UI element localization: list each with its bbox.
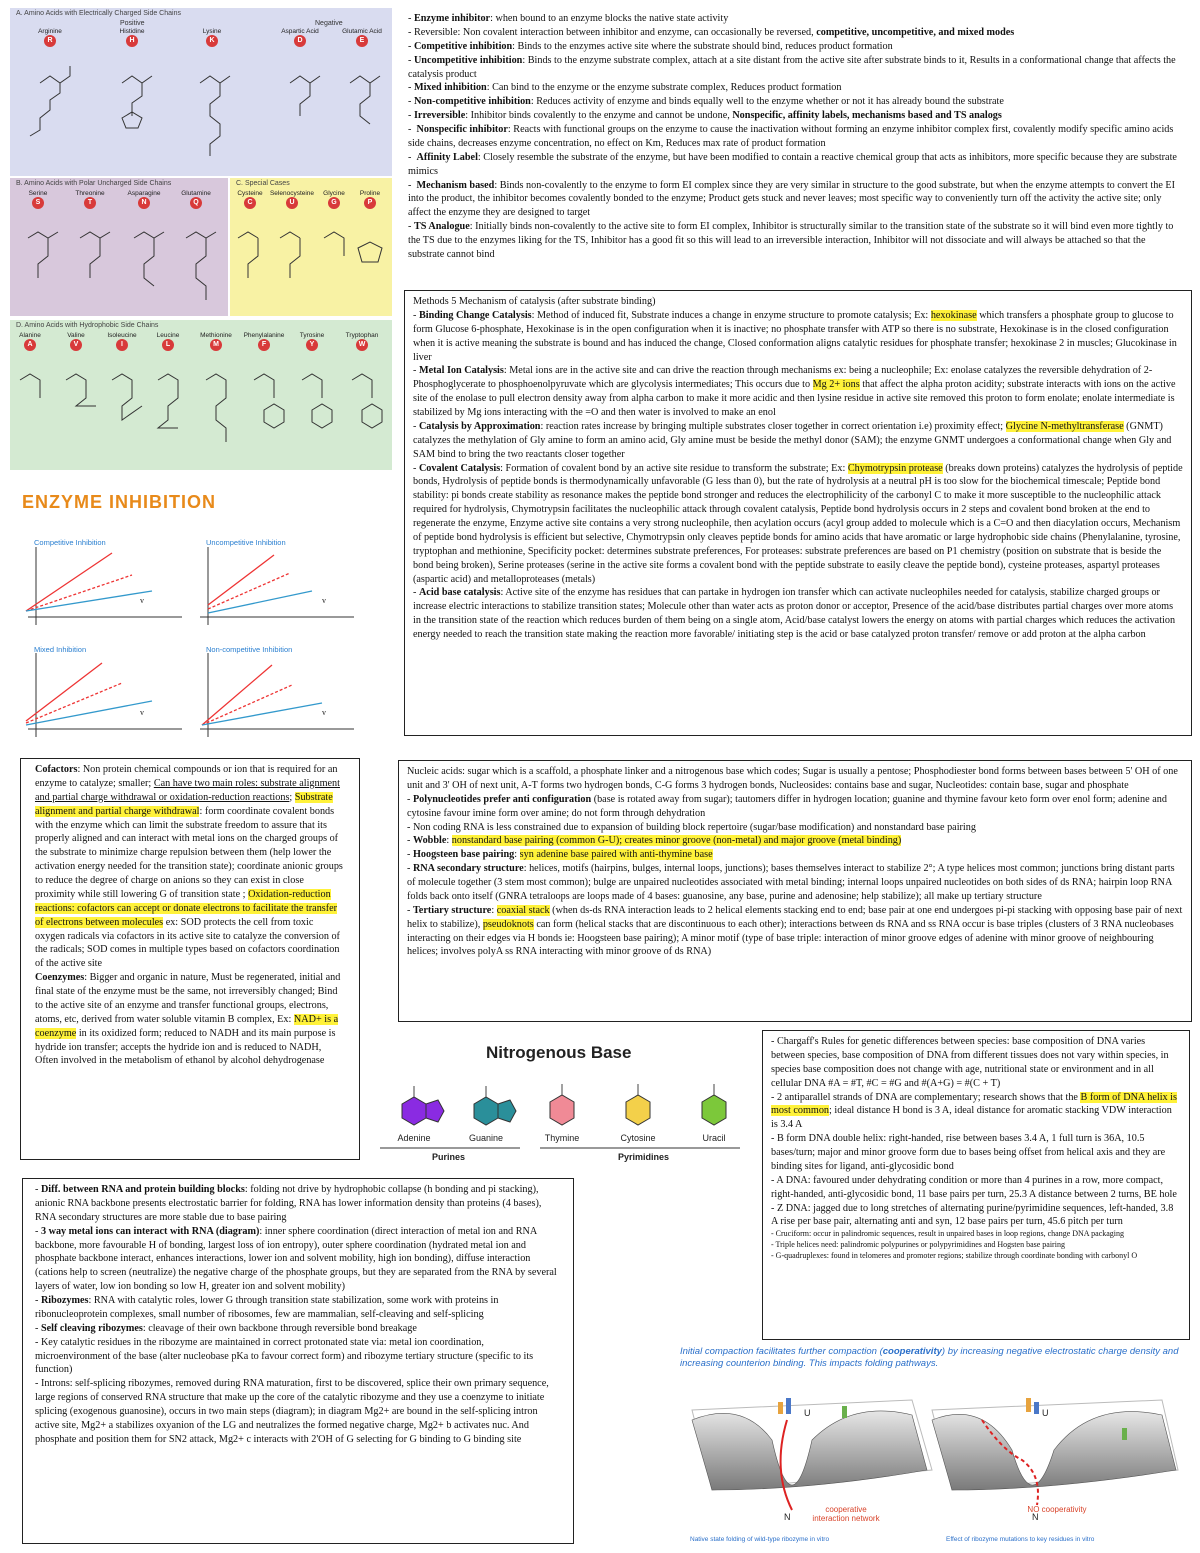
folding-caption: Initial compaction facilitates further compaction (cooperativity) by increasing negative electrostatic charge density and increasing counterion binding. This impacts folding pathways.: [680, 1346, 1179, 1370]
nitrogenous-base-title: Nitrogenous Base: [486, 1043, 632, 1062]
base-thymine: Thymine: [544, 1133, 580, 1143]
svg-text:v: v: [140, 596, 144, 605]
aa-cysteine: Cysteine C: [230, 190, 276, 209]
catalysis-mechanism-notes: Methods 5 Mechanism of catalysis (after substrate binding) - Binding Change Catalysis: Method of induced fit, Substrate induces a change in enzyme structure to promote catalysis; Ex: hexokinase which transfers a phosphate group to glucose to form Glucose 6-phosphate, Hexokinase is in the open configuration when it is inactive; no phosphate transfer with ATP so there is no substrate, Hexokinase is in the closed configuration when it is active meaning the substrate is bound and has induced the change, Closed conformation aligns catalytic residues for phosphate transfer; hexokinase 2 in muscles; Glucokinase in liver - Metal Ion Catalysis: Metal ions are in the active site and can drive the reaction through mechanisms ex: being a nucleophile; Ex: enolase catalyzes the reversible dehydration of 2-Phosphoglycerate to phosphoenolpyruvate which are glycolysis intermediates; This occurs due to Mg 2+ ions that affect the alpha proton acidity; substrate interacts with ions on the active site of the enolase to pull electron density away from alpha carbon to make it more acidic and then lysine residue in active site removed this proton to form enolate; enolate intermediate is stabilized by Mg ions interacting with the =O and then water is involved to make an enol - Catalysis by Approximation: reaction rates increase by bringing multiple substrates closer together in correct orientation i.e) proximity effect; Glycine N-methyltransferase (GNMT) catalyzes the methylation of Gly amine to form an amino acid, Gly amine must be beside the methyl donor (SAM); the enzyme GNMT undergoes a conformational change when Gly and SAM bind to bring the two reactants closer together - Covalent Catalysis: Formation of covalent bond by an active site residue to transform the substrate; Ex: Chymotrypsin protease (breaks down proteins) catalyzes the hydrolysis of peptide bonds, Hydrolysis of peptide bonds is thermodynamically unfavorable (G less than 0), but the rate of hydrolysis at a neutral pH is too slow for the biochemical timescale; Peptide bond stability: pi bonds create stability as resonance makes the peptide bond stronger and reduces the electrophilicity of the carbonyl C to make it more susceptible to the nucleophilic attack required for hydrolysis, Chymotrypsin facilitates the nucleophilic attack through covalent catalysis, Peptide bond hydrolysis occurs in 2 steps and covalent bond broken at the end to regenerate the enzyme, Enzyme active site contains a very strong nucleophile, then acylation occurs (acyl group added to molecule which is a C=O and then diacylation occurs, Mechanism of peptide bond hydrolysis is efficient but selective, Chymotrypsin only cleaves peptide bonds for amino acids that have aromatic or large hydrophobic side chains (Phenylalanine, tyrosine, tryptophan and methionine, Specificity pocket: determines substrate preferences, For proteases: substrate preferences are based on P1 chemistry (position on substrate that is beside the bond being broken), Serine proteases (serine in the active site forms a covalent bond with the peptide substrate to easily cleave the peptide bond), cysteine proteases, aspartyl proteases (aspartic acid) and metalloproteases (metals) - Acid base catalysis: Active site of the enzyme has residues that can partake in hydrogen ion transfer which can activate nucleophiles needed for catalysis, stabilize charged groups or increase electric interactions to stabilize transition states; Molecule other than water acts as proton donor or acceptor, Presence of the acid/base distributes partial charges over more atoms in the transition state of the reaction which reduces burden of them being on a single atom, Acid/base catalyst lowers the energy on atoms with partial charges which reduces the activation energy needed to reach the transition state making the reaction more favorable/ initiating step is the acid or base catalyzed proton transfer/ remove or add proton at the alpha carbon: [404, 290, 1192, 736]
svg-text:v: v: [322, 596, 326, 605]
aa-serine: Serine S: [12, 190, 64, 209]
aa-glutamine: Glutamine Q: [170, 190, 222, 209]
pyrimidines-label: Pyrimidines: [618, 1152, 670, 1162]
panel-title: C. Special Cases: [236, 180, 290, 187]
aa-isoleucine: Isoleucine I: [96, 332, 148, 351]
aa-glutamic-acid: Glutamic Acid E: [336, 28, 388, 47]
svg-text:v: v: [140, 708, 144, 717]
group-negative: Negative: [315, 20, 343, 27]
aa-valine: Valine V: [50, 332, 102, 351]
aa-asparagine: Asparagine N: [118, 190, 170, 209]
plot-label-uncompetitive: Uncompetitive Inhibition: [206, 538, 286, 547]
aa-histidine: Histidine H: [106, 28, 158, 47]
plot-label-noncompetitive: Non-competitive Inhibition: [206, 645, 293, 654]
polar-structures: [10, 178, 228, 316]
native-mark-left: N: [784, 1512, 791, 1522]
aa-threonine: Threonine T: [64, 190, 116, 209]
aa-alanine: Alanine A: [10, 332, 56, 351]
cooperative-label: cooperative interaction network: [812, 1505, 880, 1524]
dna-structure-notes: - Chargaff's Rules for genetic differences between species: base composition of DNA varies between species, base composition of DNA from different tissues does not vary within species, in species base composition does not change with age, nutritional state or environment and in all cellular DNA #A = #T, #C = #G and #(A+G) = #(C + T) - 2 antiparallel strands of DNA are complementary; research shows that the B form of DNA helix is most common; ideal distance H bond is 3 A, ideal distance for aromatic stacking VDW interaction is 3.4 A - B form DNA double helix: right-handed, rise between bases 3.4 A, 1 full turn is 36A, 10.5 bases/turn; major and minor groove form due to bases being offset from helical axis and they are binding sites for ligand, anti-glycosidic bond - A DNA: favoured under dehydrating condition or more than 4 purines in a row, more compact, right-handed, anti-glycosidic bond, 11 base pairs per turn, 25.3 A distance between 2 turns, BE hole - Z DNA: jagged due to long stretches of alternating purine/pyrimidine sequences, left-handed, 3.8 A rise per base pair, alternating anti and syn, 12 base pairs per turn, 45.6 pitch per turn - Cruciform: occur in palindromic sequences, result in unpaired bases in loop regions, change DNA packaging - Triple helices need: palindromic polypurines or polypyrimidines and Hogsten base pairing - G-quadruplexes: found in telomeres and promoter regions; stabilize through coordinate bonding with carbonyl O: [762, 1030, 1190, 1340]
amino-acid-special-panel: [230, 178, 392, 316]
base-adenine: Adenine: [397, 1133, 431, 1143]
plot-label-competitive: Competitive Inhibition: [34, 538, 106, 547]
nucleic-acid-notes: Nucleic acids: sugar which is a scaffold, a phosphate linker and a nitrogenous base which codes; Sugar is usually a pentose; Phosphodiester bond forms between bases between 5' OH of one unit and 3' OH of next unit, A-T forms two hydrogen bonds, C-G forms 3 hydrogen bonds, Nucleosides: contains base and sugar, Nucleotides: contain base, sugar and phosphate - Polynucleotides prefer anti configuration (base is rotated away from sugar); tautomers differ in hydrogen location; guanine and thymine favour keto form over enol form; adenine and cytosine favour imine form over amine; do not form through dehydration - Non coding RNA is less constrained due to expansion of building block repertoire (sugar/base modification) and nonstandard base pairing - Wobble: nonstandard base pairing (common G-U); creates minor groove (non-metal) and major groove (metal binding) - Hoogsteen base pairing: syn adenine base paired with anti-thymine base - RNA secondary structure: helices, motifs (hairpins, bulges, internal loops, junctions); bases themselves interact to stabilize 2°; A type helices most common; junctions bring distant parts of molecule together (3 stem most common); bulge are unpaired nucleotides associated with metal binding; internal loops unpaired nucleotides on both sides of ds RNA; hairpin loop RNA folds back onto itself (GNRA tetraloops are loops made of 4 bases: guanosine, any base, purine and adenosine; help stabilize); all make up tertiary structure - Tertiary structure: coaxial stack (when ds-ds RNA interaction leads to 2 helical elements stacking end to end; base pair at one end undergoes pi-pi stacking with opposing base pair of next helix to stabilize), pseudoknots can form (helical stacks that are discontinuous to each other); interactions between ds RNA and ss RNA occur is base triples (clusters of 3 RNA nucleobases interacting on their edges via H bonds ie: Hoogsteen base pairing); A minor motif (type of base triple: interaction of minor groove edges of adenine with minor groove of neighbouring helices; involves polyA ss RNA interacting with minor groove of ds RNA): [398, 760, 1192, 1022]
amino-acid-polar-panel: [10, 178, 228, 316]
base-uracil: Uracil: [702, 1133, 726, 1143]
aa-aspartic-acid: Aspartic Acid D: [274, 28, 326, 47]
aa-glycine: Glycine G: [308, 190, 360, 209]
native-mark-right: N: [1032, 1512, 1039, 1522]
aa-selenocysteine: Selenocysteine U: [266, 190, 318, 209]
rna-folding-notes: - Diff. between RNA and protein building blocks: folding not drive by hydrophobic collapse (h bonding and pi stacking), anionic RNA backbone presents electrostatic barrier for folding, RNA has lower information density than proteins (4 bases), RNA secondary structures are more stable due to base pairing - 3 way metal ions can interact with RNA (diagram): inner sphere coordination (direct interaction of metal ion and RNA backbone, more favourable H of bonding, largest loss of ion entropy), outer sphere coordination (hydrated metal ion and phosphate backbone interact, enhances interactions, lower ion and solvent mobility, high ion bonding), diffuse interaction (cations help to screen (neutralize) the negative charge of the phosphate groups, but they are separated from the RNA by several layers of water, low ion bonding so low H, greater ion and solvent mobility) - Ribozymes: RNA with catalytic roles, lower G through transition state stabilization, some work with proteins in ribonucleoprotein complexes, small number of ribosomes, few are mammalian, self-cleaving and self-splicing - Self cleaving ribozymes: cleavage of their own backbone through reversible bond breakage - Key catalytic residues in the ribozyme are maintained in correct protonated state via: metal ion coordination, microenvironment of the base (alter nucleobase pKa to favour correct form) and ribozyme tertiary structure (specific to its function) - Introns: self-splicing ribozymes, removed during RNA maturation, first to be discovered, splice their own primary sequence, large regions of conserved RNA structure that make up the core of the catalytic ribozyme and they use a coenzyme to initiate splicing (exogenous guanosine), occurs in two main steps (diagram); in diagram Mg2+ are bound in the self-splicing intron active site, Mg2+ a stabilizes oxyanion of the LG and neutralizes the formed negative charge, Mg2+ b activates nuc. And phosphate and position them for SN2 attack, Mg2+ c interacts with 2'OH of G selecting for G binding to G binding site: [22, 1178, 574, 1544]
panel-title: B. Amino Acids with Polar Uncharged Side Chains: [16, 180, 172, 187]
amino-acid-charged-panel: [10, 8, 392, 176]
aa-tryptophan: Tryptophan W: [336, 332, 388, 351]
aa-lysine: Lysine K: [186, 28, 238, 47]
enzyme-inhibitor-notes: - Enzyme inhibitor: when bound to an enzyme blocks the native state activity - Reversible: Non covalent interaction between inhibitor and enzyme, can occasionally be reversed, competitive, uncompetitive, and mixed modes - Competitive inhibition: Binds to the enzymes active site where the substrate should bind, reduces product formation - Uncompetitive inhibition: Binds to the enzyme substrate complex, attach at a site distant from the active site after substrate binds to it, Results in a conformational change that affects the catalysis product - Mixed inhibition: Can bind to the enzyme or the enzyme substrate complex, Reduces product formation - Non-competitive inhibition: Reduces activity of enzyme and binds equally well to the enzyme whether or not it has already bound the substrate - Irreversible: Inhibitor binds covalently to the enzyme and cannot be undone, Nonspecific, affinity labels, mechanisms based and TS analogs - Nonspecific inhibitor: Reacts with functional groups on the enzyme to cause the inactivation without forming an enzyme inhibitor complex first, covalently modify specific amino acids side chains, decreases enzyme concentration, no effect on Km, Reduces max rate of product formation - Affinity Label: Closely resemble the substrate of the enzyme, but have been modified to contain a reactive chemical group that acts as inhibitors, more specific because they are substrate mimics - Mechanism based: Binds non-covalently to the enzyme to form EI complex since they are very similar in structure to the good substrate, but when the enzyme attempts to convert the EI into the product, the inhibitor becomes covalently bonded to the enzyme; Product gets stuck and never leaves; most specific way to conveniently turn off the activity the active site; only affect the enzyme they are designed to target - TS Analogue: Initially binds non-covalently to the active site to form EI complex, Inhibitor is structurally similar to the transition state of the substrate so it will bind even more tightly to the TS due to the enzymes liking for the TS, Inhibitor has a good fit so this will lead to an irreversible interaction, Inhibitor will not dissociate and will always be attached so that the substrate cannot bind: [408, 13, 1177, 260]
aa-methionine: Methionine M: [190, 332, 242, 351]
special-structures: [230, 178, 392, 316]
amino-acid-hydrophobic-panel: [10, 320, 392, 470]
hydrophobic-structures: [10, 320, 392, 470]
aa-tyrosine: Tyrosine Y: [286, 332, 338, 351]
plot-label-mixed: Mixed Inhibition: [34, 645, 87, 654]
left-landscape-subcaption: Native state folding of wild-type ribozyme in vitro: [690, 1536, 830, 1543]
no-cooperativity-label: NO cooperativity: [1027, 1505, 1087, 1514]
base-cytosine: Cytosine: [620, 1133, 656, 1143]
inhibition-plots: [22, 525, 392, 750]
panel-title: D. Amino Acids with Hydrophobic Side Chains: [16, 322, 159, 329]
folding-landscapes: [682, 1380, 1182, 1535]
cofactor-notes: Cofactors: Non protein chemical compounds or ion that is required for an enzyme to catalyze; smaller; Can have two main roles: substrate alignment and partial charge withdrawal or oxidation-reduction reactions; Substrate alignment and partial charge withdrawal: form coordinate covalent bonds with the enzyme which can limit the substrate freedom to assure that its properly aligned and can interact with metal ions on the charged groups of the substrate to minimize charge repulsion between them (help lower the activation energy needed for the transition state); coordinate anionic groups to reduce the degree of charge on anions so they can exist in close proximity while still lowering G of transition state ; Oxidation-reduction reactions: cofactors can accept or donate electrons to facilitate the transfer of electrons between molecules ex: SOD protects the cell from toxic oxygen radicals via cofactors in its active site to catalyze the conversion of the radicals; SOD comes in multiple types based on cofactors coordination of the active site Coenzymes: Bigger and organic in nature, Must be regenerated, initial and final state of the enzyme must be the same, not irreversibly changed; Bind to the active site of an enzyme and transfer functional groups, electrons, atoms, etc, derived from water soluble vitamin B complex, Ex: NAD+ is a coenzyme in its oxidized form; reduced to NADH and its main purpose is hydride ion transfer; accepts the hydride ion and is reduced to NADH, Often involved in the metabolism of ethanol by alcohol dehydrogenase: [20, 758, 360, 1160]
enzyme-inhibition-title: ENZYME INHIBITION: [22, 492, 217, 512]
panel-title: A. Amino Acids with Electrically Charged Side Chains: [16, 10, 181, 17]
right-landscape-subcaption: Effect of ribozyme mutations to key residues in vitro: [946, 1536, 1095, 1543]
unfolded-mark-right: U: [1042, 1408, 1049, 1418]
aa-phenylalanine: Phenylalanine F: [238, 332, 290, 351]
group-positive: Positive: [120, 20, 145, 27]
aa-proline: Proline P: [344, 190, 392, 209]
svg-text:v: v: [322, 708, 326, 717]
charged-structures: [10, 8, 392, 176]
unfolded-mark-left: U: [804, 1408, 811, 1418]
purines-label: Purines: [432, 1152, 466, 1162]
aa-arginine: Arginine R: [24, 28, 76, 47]
base-guanine: Guanine: [468, 1133, 504, 1143]
base-group-brackets: [370, 1146, 750, 1158]
aa-leucine: Leucine L: [142, 332, 194, 351]
